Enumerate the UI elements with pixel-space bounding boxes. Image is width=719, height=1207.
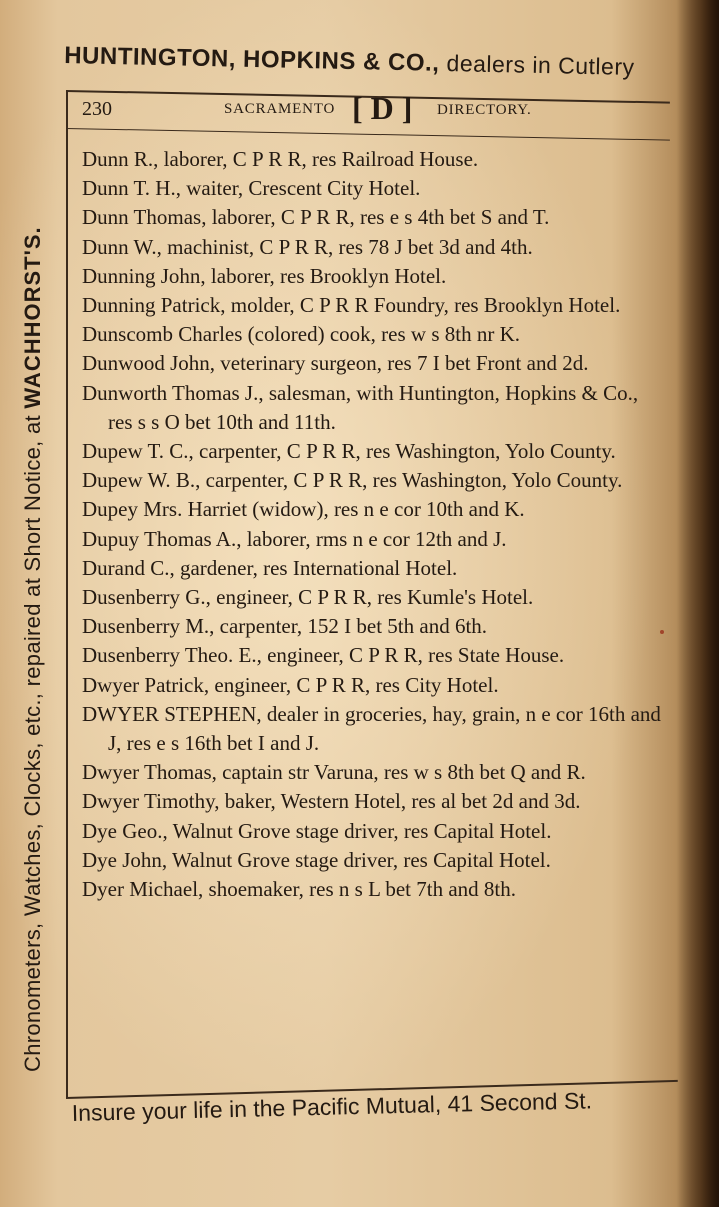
- book-spine-shadow: [677, 0, 719, 1207]
- running-head-letter: [ D ]: [352, 90, 413, 126]
- directory-entry: Dusenberry G., engineer, C P R R, res Kumle's Hotel.: [82, 585, 534, 610]
- side-ad-text: Chronometers, Watches, Clocks, etc., repaired at Short Notice, at: [20, 415, 45, 1072]
- directory-entries: [82, 145, 667, 1085]
- directory-entry: Dupey Mrs. Harriet (widow), res n e cor 10th and K.: [82, 497, 525, 522]
- directory-entry: Dye John, Walnut Grove stage driver, res Capital Hotel.: [82, 847, 551, 872]
- directory-entry: Dupew W. B., carpenter, C P R R, res Washington, Yolo County.: [82, 468, 623, 493]
- directory-entry: Dunworth Thomas J., salesman, with Huntington, Hopkins & Co., res s s O bet 10th and 11th.: [82, 380, 639, 434]
- page-number: 230: [82, 98, 112, 120]
- frame-left-rule: [66, 90, 68, 1098]
- directory-entry: Dunwood John, veterinary surgeon, res 7 I bet Front and 2d.: [82, 351, 589, 376]
- directory-entry: DWYER STEPHEN, dealer in groceries, hay, grain, n e cor 16th and J, res e s 16th bet I and J.: [82, 701, 661, 756]
- directory-entry: Dunning John, laborer, res Brooklyn Hotel.: [82, 263, 447, 288]
- side-advertisement: [20, 62, 60, 1072]
- running-head: [82, 90, 662, 126]
- directory-entry: Dupew T. C., carpenter, C P R R, res Washington, Yolo County.: [82, 439, 616, 464]
- running-head-section: DIRECTORY.: [437, 102, 532, 118]
- ink-speck: [660, 630, 664, 634]
- side-ad-name: WACHHORST'S.: [20, 226, 45, 409]
- directory-entry: Dusenberry M., carpenter, 152 I bet 5th and 6th.: [82, 614, 488, 639]
- directory-entry: Dunn T. H., waiter, Crescent City Hotel.: [82, 176, 421, 201]
- directory-entry: Dunn Thomas, laborer, C P R R, res e s 4th bet S and T.: [82, 205, 550, 230]
- directory-entry: Dunscomb Charles (colored) cook, res w s 8th nr K.: [82, 322, 520, 347]
- directory-entry: Dupuy Thomas A., laborer, rms n e cor 12th and J.: [82, 526, 507, 551]
- top-ad-text: dealers in Cutlery: [446, 50, 635, 80]
- header-rule: [66, 128, 670, 141]
- directory-entry: Dwyer Patrick, engineer, C P R R, res City Hotel.: [82, 672, 499, 697]
- top-ad-firm: HUNTINGTON, HOPKINS & CO.,: [63, 42, 440, 77]
- bottom-advertisement: Insure your life in the Pacific Mutual, 41 Second St.: [71, 1087, 593, 1126]
- directory-entry: Durand C., gardener, res International Hotel.: [82, 555, 458, 580]
- directory-entry: Dunn W., machinist, C P R R, res 78 J bet 3d and 4th.: [82, 234, 533, 259]
- directory-entry: Dyer Michael, shoemaker, res n s L bet 7th and 8th.: [82, 877, 517, 902]
- directory-entry: Dunn R., laborer, C P R R, res Railroad House.: [82, 147, 479, 171]
- directory-entry: Dusenberry Theo. E., engineer, C P R R, res State House.: [82, 643, 565, 668]
- directory-entry: Dwyer Thomas, captain str Varuna, res w s 8th bet Q and R.: [82, 760, 586, 785]
- running-head-city: SACRAMENTO: [224, 101, 336, 117]
- directory-entry: Dye Geo., Walnut Grove stage driver, res Capital Hotel.: [82, 818, 552, 843]
- directory-entry: Dwyer Timothy, baker, Western Hotel, res al bet 2d and 3d.: [82, 789, 581, 814]
- directory-entry: Dunning Patrick, molder, C P R R Foundry, res Brooklyn Hotel.: [82, 293, 621, 318]
